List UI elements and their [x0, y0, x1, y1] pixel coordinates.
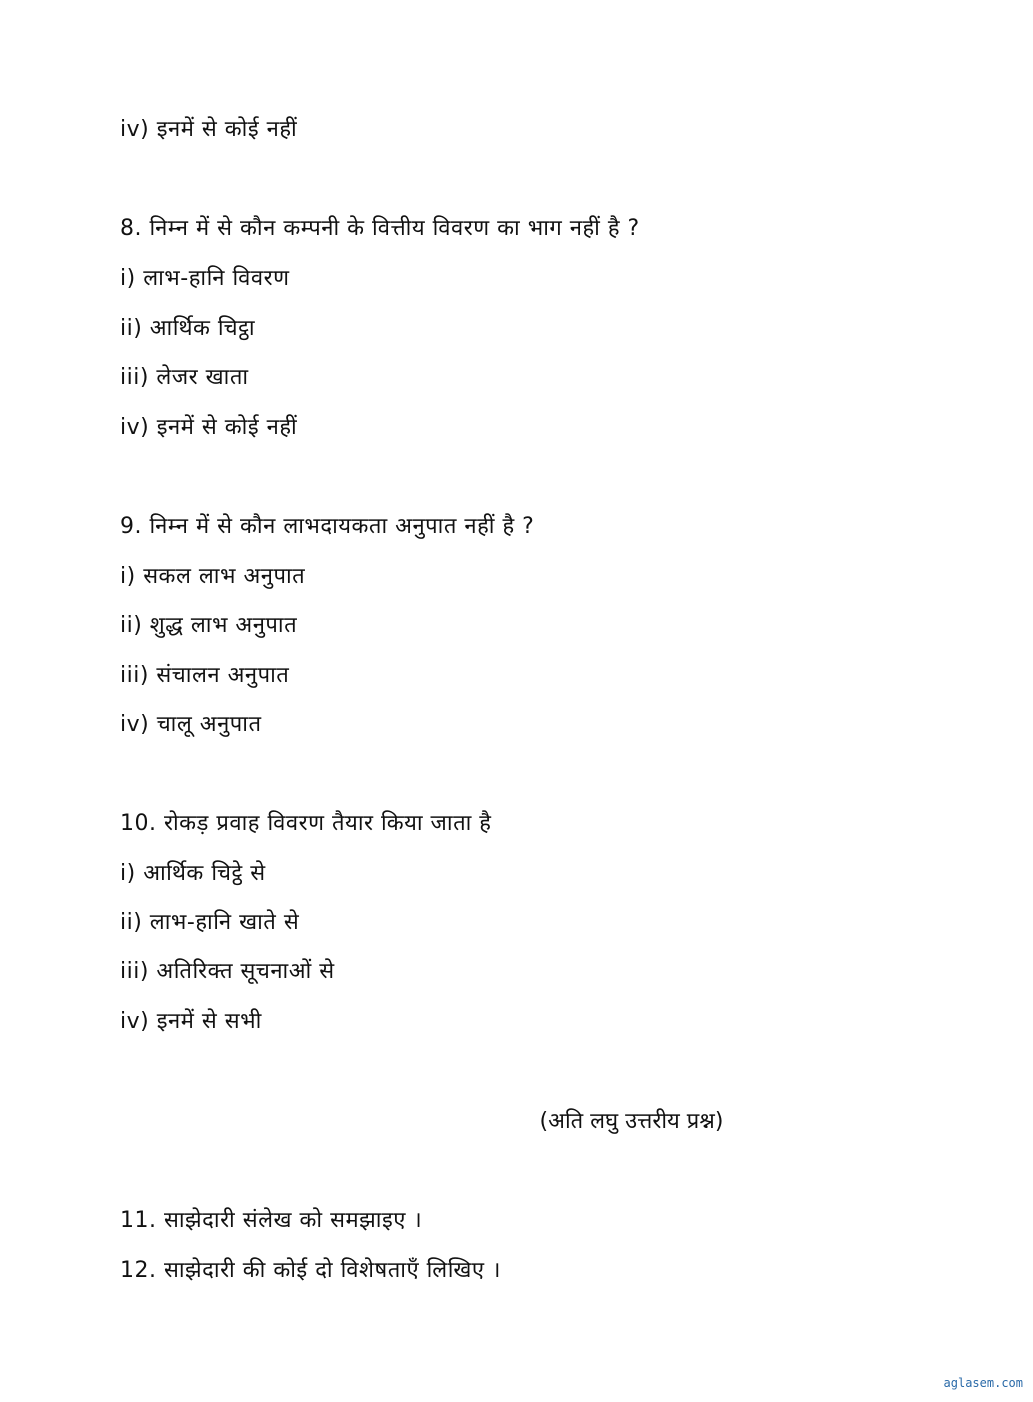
watermark: aglasem.com — [943, 1376, 1023, 1390]
question-8-option-iv: iv) इनमें से कोई नहीं — [120, 415, 298, 440]
question-9-text: 9. निम्न में से कौन लाभदायकता अनुपात नहीं है ? — [120, 514, 535, 539]
question-8-text: 8. निम्न में से कौन कम्पनी के वित्तीय विवरण का भाग नहीं है ? — [120, 216, 640, 241]
question-9-option-iii: iii) संचालन अनुपात — [120, 663, 290, 688]
question-10-option-iii: iii) अतिरिक्त सूचनाओं से — [120, 959, 335, 984]
question-11-text: 11. साझेदारी संलेख को समझाइए । — [120, 1208, 423, 1233]
question-10-text: 10. रोकड़ प्रवाह विवरण तैयार किया जाता है — [120, 811, 492, 836]
question-9-option-ii: ii) शुद्ध लाभ अनुपात — [120, 613, 298, 638]
question-8-option-i: i) लाभ-हानि विवरण — [120, 266, 290, 291]
question-9-option-iv: iv) चालू अनुपात — [120, 712, 262, 737]
question-8-option-iii: iii) लेजर खाता — [120, 365, 249, 390]
question-10-option-i: i) आर्थिक चिट्ठे से — [120, 861, 266, 886]
question-12-text: 12. साझेदारी की कोई दो विशेषताएँ लिखिए । — [120, 1258, 501, 1283]
section-heading: (अति लघु उत्तरीय प्रश्न) — [539, 1109, 724, 1134]
question-10-option-iv: iv) इनमें से सभी — [120, 1009, 262, 1034]
question-10-option-ii: ii) लाभ-हानि खाते से — [120, 910, 300, 935]
question-9-option-i: i) सकल लाभ अनुपात — [120, 564, 306, 589]
prev-question-option-iv: iv) इनमें से कोई नहीं — [120, 117, 298, 142]
question-8-option-ii: ii) आर्थिक चिट्ठा — [120, 316, 256, 341]
